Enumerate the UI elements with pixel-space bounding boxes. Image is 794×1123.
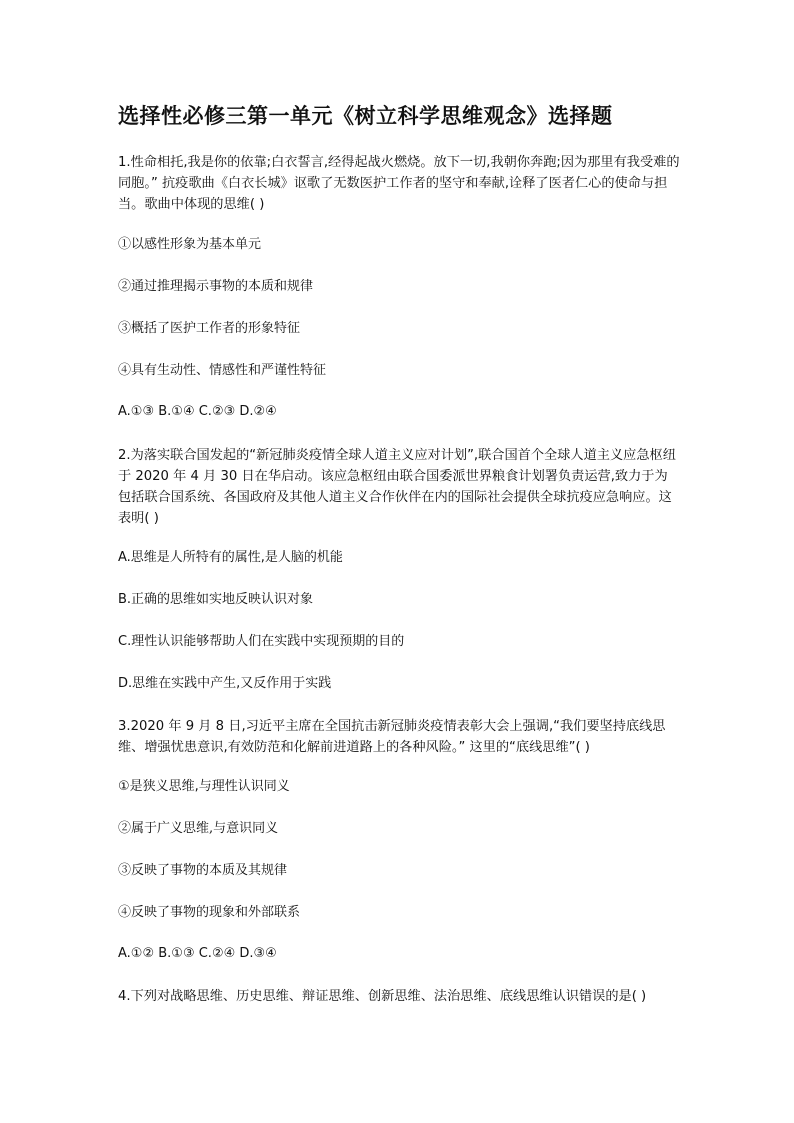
- question-2-option-c: C.理性认识能够帮助人们在实践中实现预期的目的: [118, 634, 405, 649]
- question-1-option-4: ④具有生动性、情感性和严谨性特征: [118, 363, 327, 378]
- question-3-option-2: ②属于广义思维,与意识同义: [118, 821, 279, 836]
- question-1-option-1: ①以感性形象为基本单元: [118, 237, 262, 252]
- question-3-choices: A.①② B.①③ C.②④ D.③④: [118, 946, 277, 961]
- question-3-stem: 3.2020 年 9 月 8 日,习近平主席在全国抗击新冠肺炎疫情表彰大会上强调,“我们要坚持底线思维、增强忧患意识,有效防范和化解前进道路上的各种风险。” 这里的“底线思维”( ): [118, 719, 666, 755]
- question-1-stem: 1.性命相托,我是你的依靠;白衣誓言,经得起战火燃烧。放下一切,我朝你奔跑;因为那里有我受难的同胞。” 抗疫歌曲《白衣长城》讴歌了无数医护工作者的坚守和奉献,诠释了医者仁心的使命与担当。歌曲中体现的思维( ): [118, 155, 680, 212]
- question-3-option-1: ①是狭义思维,与理性认识同义: [118, 779, 290, 794]
- question-2-stem: 2.为落实联合国发起的“新冠肺炎疫情全球人道主义应对计划”,联合国首个全球人道主义应急枢纽于 2020 年 4 月 30 日在华启动。该应急枢纽由联合国委派世界粮食计划署负责运营,致力于为包括联合国系统、各国政府及其他人道主义合作伙伴在内的国际社会提供全球抗疫应急响应。这表明( ): [118, 448, 676, 526]
- question-1-option-2: ②通过推理揭示事物的本质和规律: [118, 279, 314, 294]
- question-2-option-b: B.正确的思维如实地反映认识对象: [118, 592, 314, 607]
- page-title: 选择性必修三第一单元《树立科学思维观念》选择题: [118, 103, 613, 128]
- question-1-option-3: ③概括了医护工作者的形象特征: [118, 321, 301, 336]
- question-1-choices: A.①③ B.①④ C.②③ D.②④: [118, 404, 277, 419]
- question-2-option-d: D.思维在实践中产生,又反作用于实践: [118, 676, 332, 691]
- question-3-option-3: ③反映了事物的本质及其规律: [118, 863, 288, 878]
- question-4-stem: 4.下列对战略思维、历史思维、辩证思维、创新思维、法治思维、底线思维认识错误的是( ): [118, 989, 647, 1004]
- question-2-option-a: A.思维是人所特有的属性,是人脑的机能: [118, 550, 343, 565]
- question-3-option-4: ④反映了事物的现象和外部联系: [118, 905, 301, 920]
